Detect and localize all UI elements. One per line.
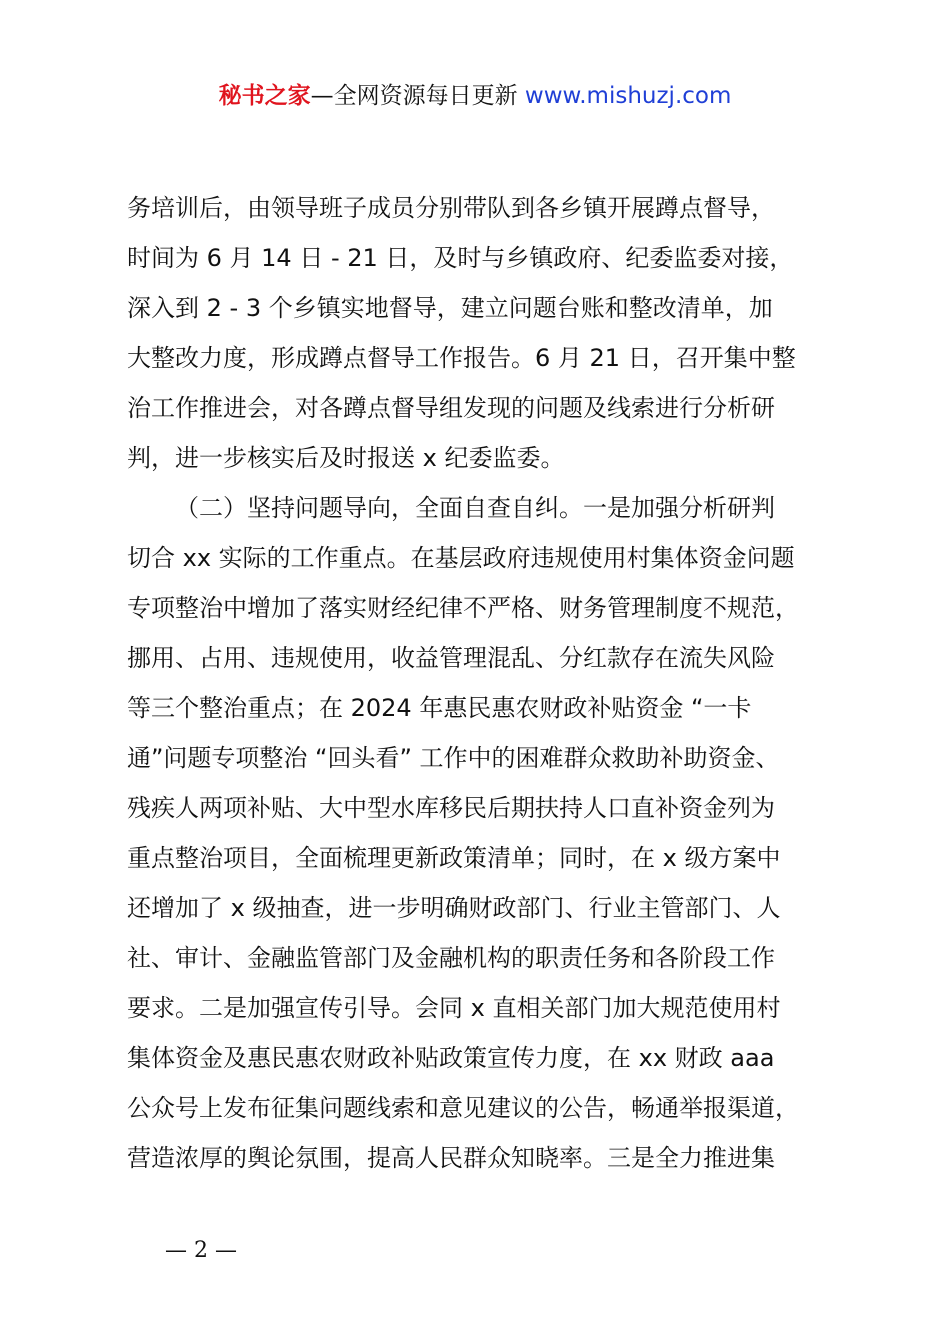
site-header [0, 80, 950, 112]
body-line: 等三个整治重点；在 2024 年惠民惠农财政补贴资金 “一卡 [127, 694, 752, 722]
body-line: 切合 xx 实际的工作重点。在基层政府违规使用村集体资金问题 [127, 544, 795, 572]
page-number: — 2 — [165, 1238, 237, 1263]
site-brand-name: 秘书之家 [218, 83, 311, 109]
body-line: 时间为 6 月 14 日 - 21 日，及时与乡镇政府、纪委监委对接， [127, 244, 794, 272]
section-heading-line: （二）坚持问题导向，全面自查自纠。一是加强分析研判 [175, 494, 775, 522]
body-line: 残疾人两项补贴、大中型水库移民后期扶持人口直补资金列为 [127, 794, 775, 822]
body-line: 要求。二是加强宣传引导。会同 x 直相关部门加大规范使用村 [127, 994, 781, 1022]
body-line: 集体资金及惠民惠农财政补贴政策宣传力度，在 xx 财政 aaa [127, 1044, 775, 1072]
body-line: 务培训后，由领导班子成员分别带队到各乡镇开展蹲点督导， [127, 194, 775, 222]
body-line: 社、审计、金融监管部门及金融机构的职责任务和各阶段工作 [127, 944, 775, 972]
site-url-link[interactable]: www.mishuzj.com [524, 83, 732, 109]
document-body [127, 183, 847, 1183]
body-line: 重点整治项目，全面梳理更新政策清单；同时，在 x 级方案中 [127, 844, 781, 872]
body-line: 挪用、占用、违规使用，收益管理混乱、分红款存在流失风险 [127, 644, 775, 672]
body-line: 公众号上发布征集问题线索和意见建议的公告，畅通举报渠道， [127, 1094, 799, 1122]
body-line: 营造浓厚的舆论氛围，提高人民群众知晓率。三是全力推进集 [127, 1144, 775, 1172]
body-line: 通”问题专项整治 “回头看” 工作中的困难群众救助补助资金、 [127, 744, 780, 772]
site-tagline: —全网资源每日更新 [310, 83, 518, 109]
body-line: 专项整治中增加了落实财经纪律不严格、财务管理制度不规范， [127, 594, 799, 622]
body-line: 深入到 2 - 3 个乡镇实地督导，建立问题台账和整改清单，加 [127, 294, 773, 322]
body-line: 治工作推进会，对各蹲点督导组发现的问题及线索进行分析研 [127, 394, 775, 422]
body-line: 判，进一步核实后及时报送 x 纪委监委。 [127, 444, 565, 472]
body-line: 大整改力度，形成蹲点督导工作报告。6 月 21 日，召开集中整 [127, 344, 796, 372]
body-line: 还增加了 x 级抽查，进一步明确财政部门、行业主管部门、人 [127, 894, 781, 922]
